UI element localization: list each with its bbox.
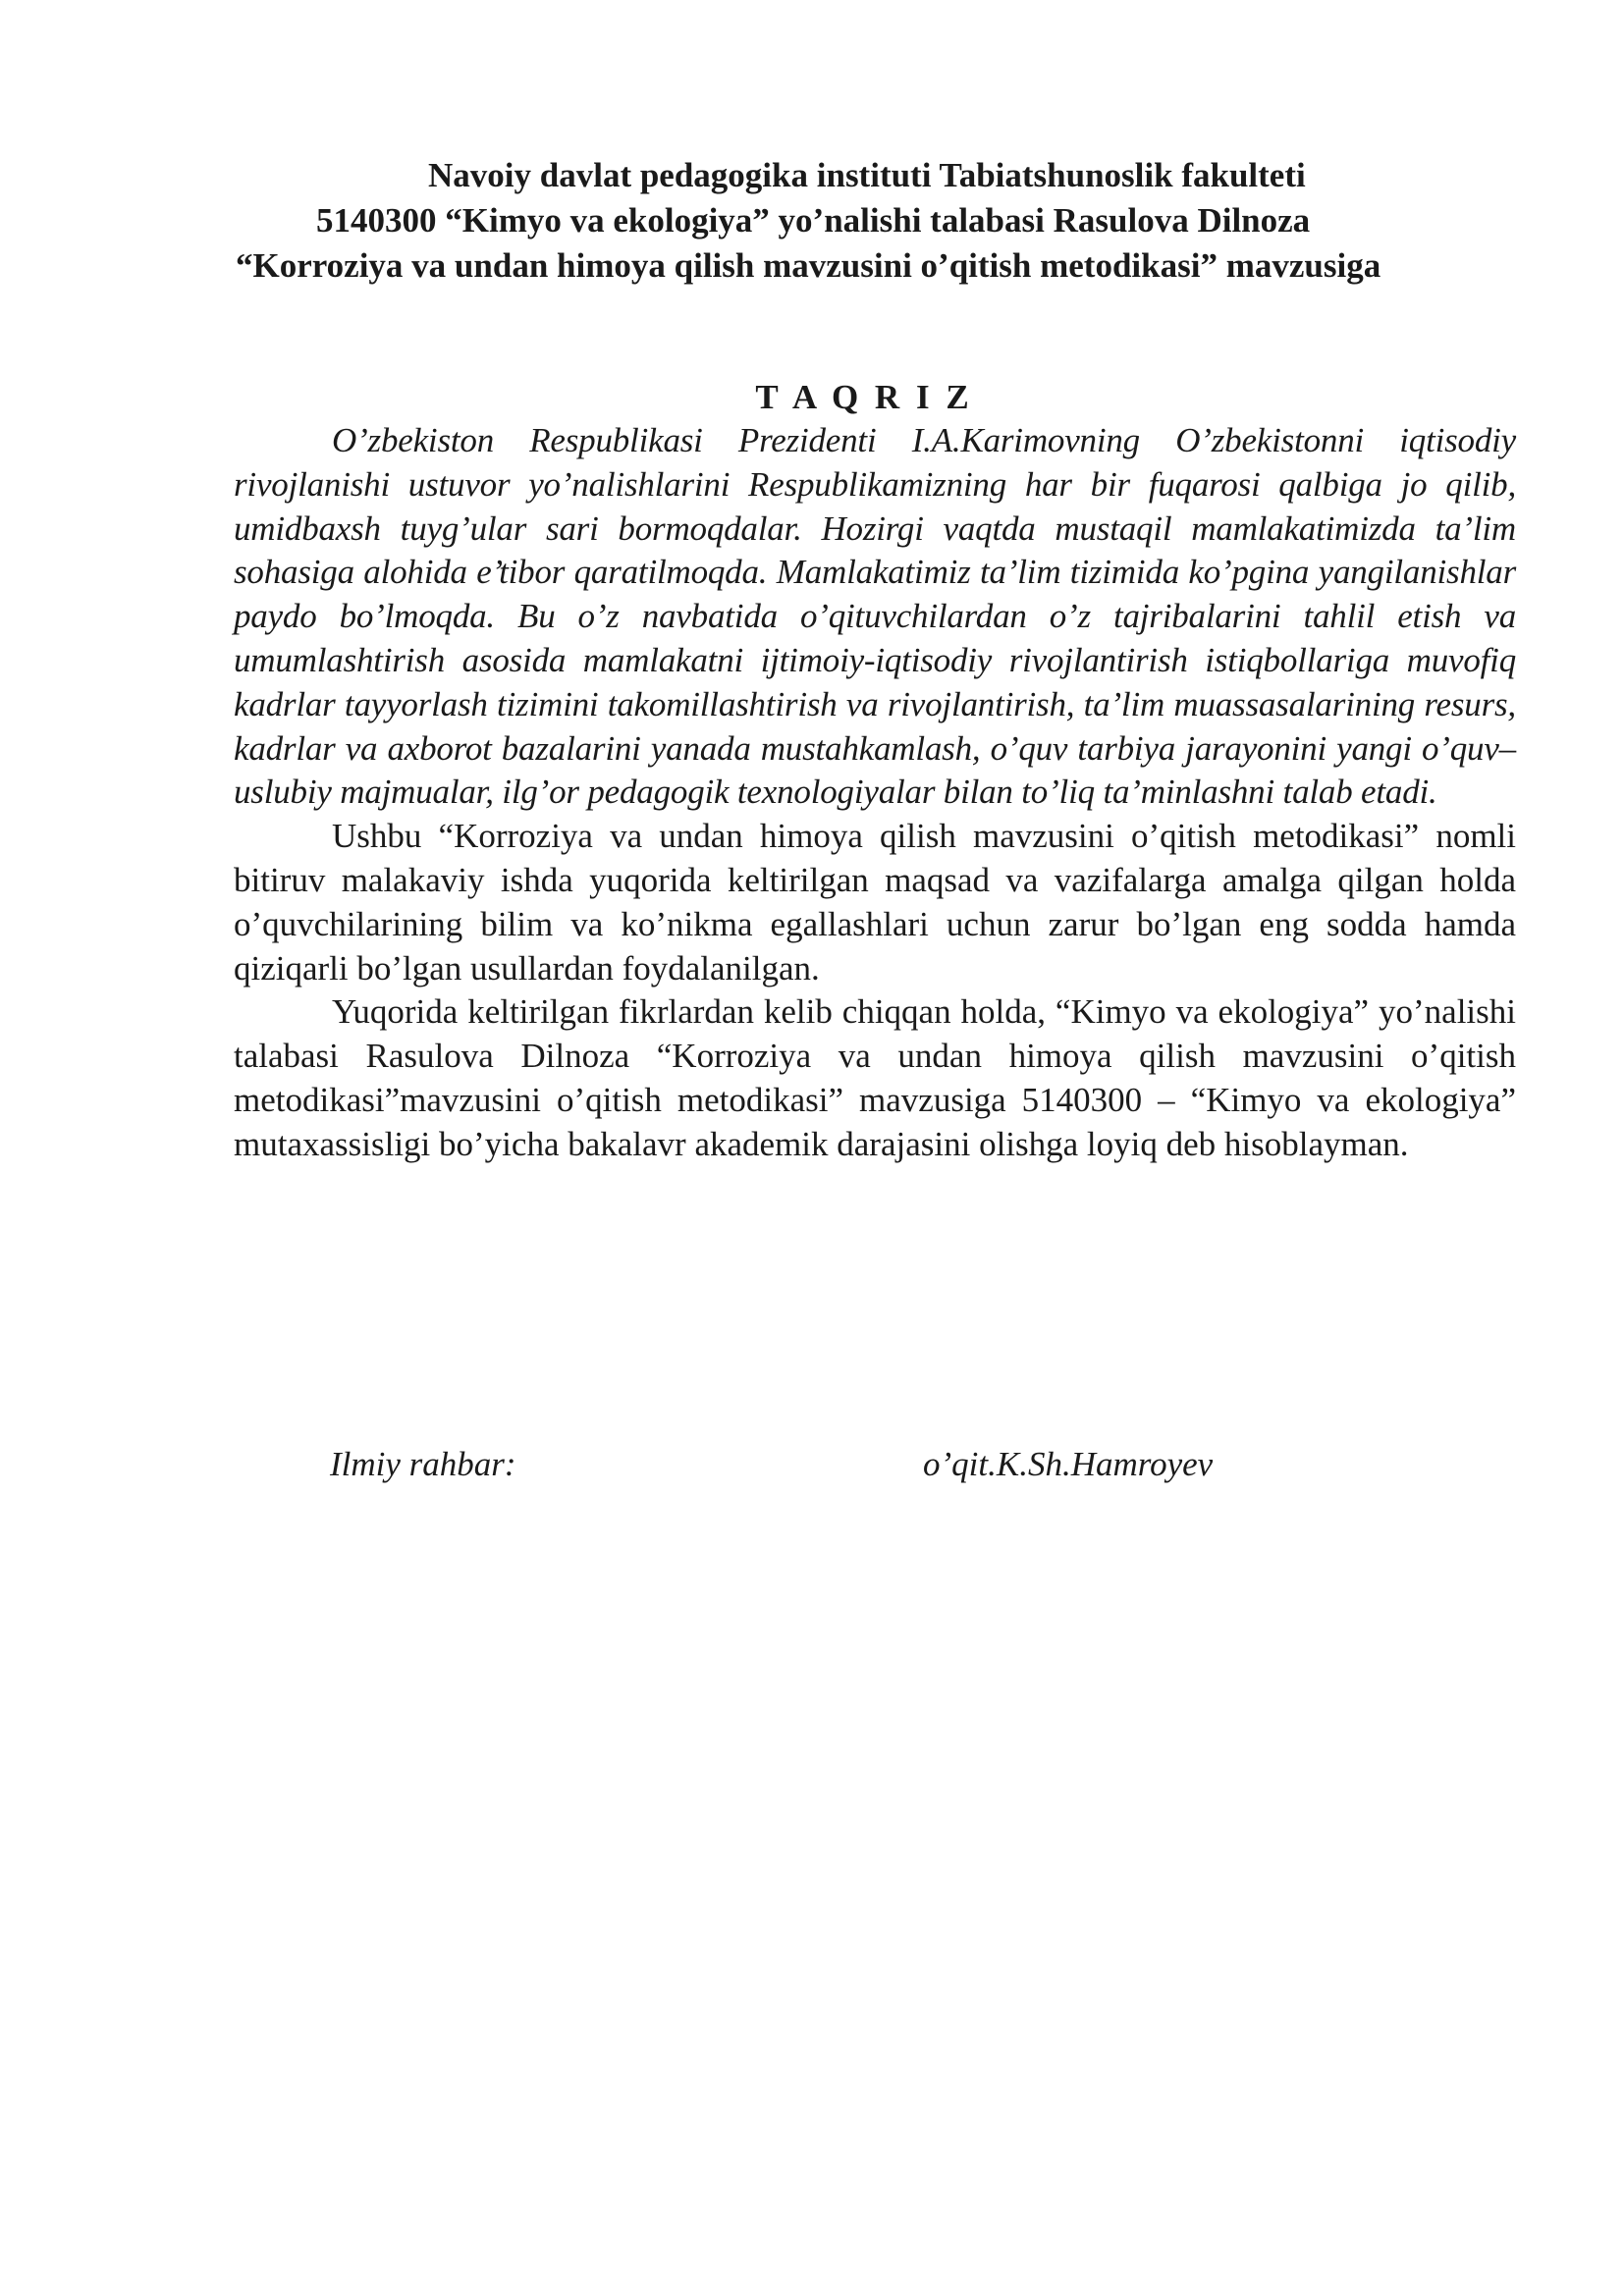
header-institution: Navoiy davlat pedagogika instituti Tabiatshunoslik fakulteti [428,156,1306,194]
header-topic: “Korroziya va undan himoya qilish mavzusini o’qitish metodikasi” mavzusiga [236,246,1381,285]
header-student: 5140300 “Kimyo va ekologiya” yo’nalishi talabasi Rasulova Dilnoza [316,201,1311,240]
signature-name: o’qit.K.Sh.Hamroyev [923,1445,1214,1483]
signature-label: Ilmiy rahbar: [330,1445,516,1483]
paragraph-work-description: Ushbu “Korroziya va undan himoya qilish mavzusini o’qitish metodikasi” nomli bitiruv malakaviy ishda yuqorida keltirilgan maqsad va vazifalarga amalga qilgan holda o’quvchilarining bilim va ko’nikma egallashlari uchun zarur bo’lgan eng sodda hamda qiziqarli bo’lgan usullardan foydalanilgan. [234,817,1516,988]
paragraph-conclusion: Yuqorida keltirilgan fikrlardan kelib chiqqan holda, “Kimyo va ekologiya” yo’nalishi talabasi Rasulova Dilnoza “Korroziya va undan himoya qilish mavzusini o’qitish metodikasi”mavzusini o’qitish metodikasi” mavzusiga 5140300 – “Kimyo va ekologiya” mutaxassisligi bo’yicha bakalavr akademik darajasini olishga loyiq deb hisoblayman. [234,992,1516,1163]
document-header [226,153,1532,289]
document-title: T A Q R I Z [755,378,973,416]
paragraph-intro: O’zbekiston Respublikasi Prezidenti I.A.Karimovning O’zbekistonni iqtisodiy rivojlanishi ustuvor yo’nalishlarini Respublikamizning har bir fuqarosi qalbiga jo qilib, umidbaxsh tuyg’ular sari bormoqdalar. Hozirgi vaqtda mustaqil mamlakatimizda ta’lim sohasiga alohida e’tibor qaratilmoqda. Mamlakatimiz ta’lim tizimida ko’pgina yangilanishlar paydo bo’lmoqda. Bu o’z navbatida o’qituvchilardan o’z tajribalarini tahlil etish va umumlashtirish asosida mamlakatni ijtimoiy-iqtisodiy rivojlantirish istiqbollariga muvofiq kadrlar tayyorlash tizimini takomillashtirish va rivojlantirish, ta’lim muassasalarining resurs, kadrlar va axborot bazalarini yanada mustahkamlash, o’quv tarbiya jarayonini yangi o’quv–uslubiy majmualar, ilg’or pedagogik texnologiyalar bilan to’liq ta’minlashni talab etadi. [234,421,1516,812]
document-body [234,419,1516,1167]
